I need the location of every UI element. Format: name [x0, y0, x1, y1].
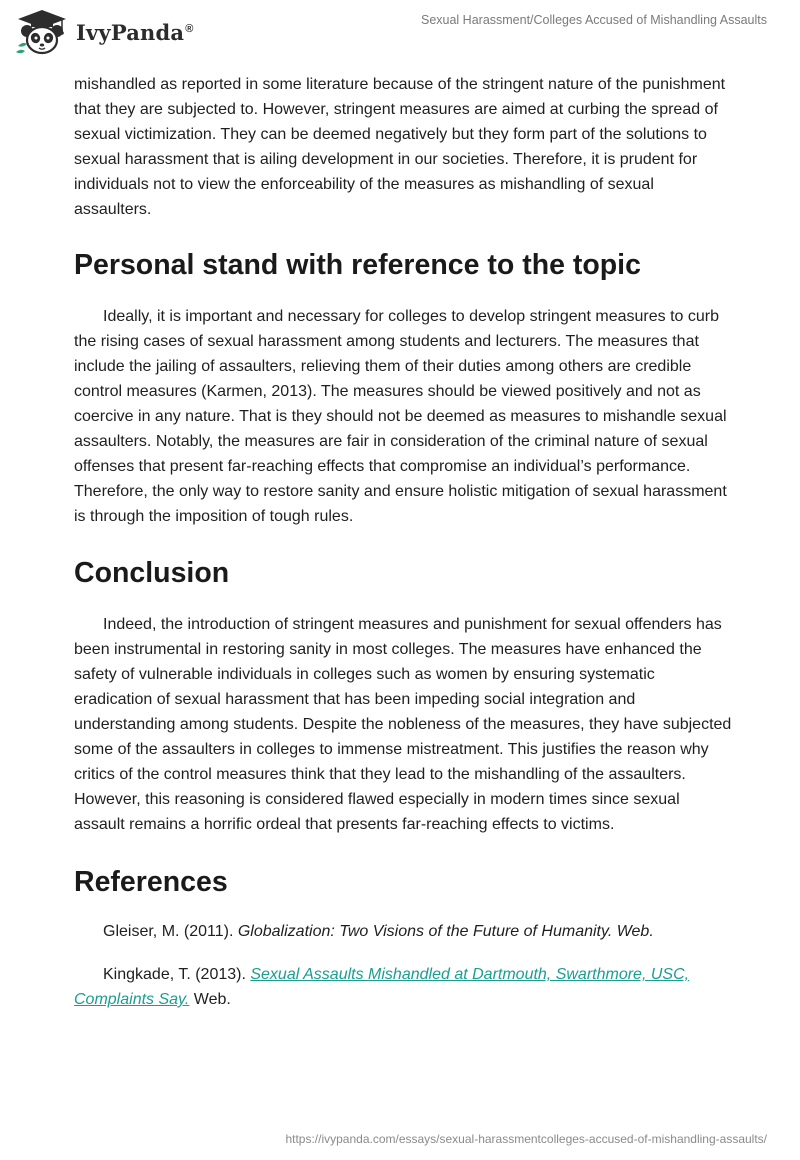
reference-prefix: Gleiser, M. (2011). — [103, 923, 238, 940]
intro-paragraph: mishandled as reported in some literature because of the stringent nature of the punishment that they are subjected to. However, stringent measures are aimed at curbing the spread of sexual victimization. They can be deemed negatively but they form part of the solutions to sexual harassment that is ailing development in our societies. Therefore, it is prudent for individuals not to view the enforceability of the measures as mishandling of sexual assaulters. — [74, 76, 726, 218]
reference-link[interactable]: Sexual Assaults Mishandled at Dartmouth, Swarthmore, USC, Complaints Say. — [74, 966, 690, 1008]
references-heading: References — [74, 866, 228, 898]
reference-title: Globalization: Two Visions of the Future of Humanity. Web. — [237, 923, 654, 940]
conclusion-paragraph: Indeed, the introduction of stringent measures and punishment for sexual offenders has been instrumental in restoring sanity in most colleges. The measures have enhanced the safety of vulnerable individuals in colleges such as women by ensuring systematic eradication of sexual harassment that has been impeding social integration and understanding among students. Despite the nobleness of the measures, they have subjected some of the assaulters in colleges to immense mistreatment. This justifies the reason why critics of the control measures think that they lead to the mishandling of the assaulters. However, this reasoning is considered flawed especially in modern times since sexual assault remains a horrific ordeal that presents far-reaching effects to victims. — [74, 616, 732, 833]
reference-item — [74, 919, 734, 944]
reference-item — [74, 962, 734, 1012]
reference-prefix: Kingkade, T. (2013). — [103, 966, 251, 983]
document-title: Sexual Harassment/Colleges Accused of Mishandling Assaults — [420, 13, 767, 27]
section-heading-conclusion: Conclusion — [74, 557, 230, 589]
panda-graduate-icon — [14, 8, 70, 56]
page-header — [0, 0, 800, 62]
brand-logo[interactable] — [14, 8, 194, 56]
section-heading-personal-stand: Personal stand with reference to the topic — [74, 249, 641, 281]
source-url: https://ivypanda.com/essays/sexual-harassmentcolleges-accused-of-mishandling-assaults/ — [285, 1132, 767, 1146]
essay-content — [74, 72, 734, 1012]
personal-stand-paragraph: Ideally, it is important and necessary for colleges to develop stringent measures to curb the rising cases of sexual harassment among students and lecturers. The measures that include the jailing of assaulters, relieving them of their duties among others are credible control measures (Karmen, 2013). The measures should be viewed positively and not as coercive in any nature. That is they should not be deemed as measures to mishandle sexual assaulters. Notably, the measures are fair in consideration of the criminal nature of sexual offenses that present far-reaching effects that compromise an individual’s performance. Therefore, the only way to restore sanity and ensure holistic mitigation of sexual harassment is through the imposition of tough rules. — [74, 308, 727, 525]
brand-name: IvyPanda® — [76, 19, 194, 45]
reference-suffix: Web. — [189, 991, 231, 1008]
